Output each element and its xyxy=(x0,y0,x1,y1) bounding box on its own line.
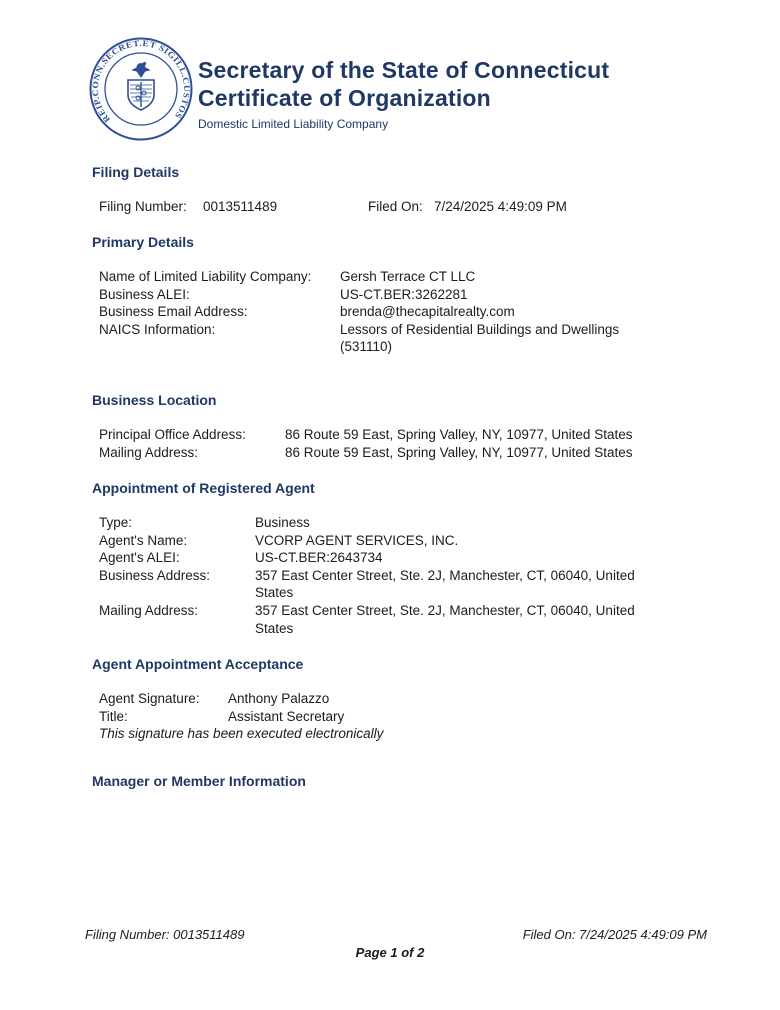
filed-on-value: 7/24/2025 4:49:09 PM xyxy=(434,199,567,214)
registered-agent-rows xyxy=(99,514,698,637)
electronic-signature-note-text: This signature has been executed electronically xyxy=(99,726,384,742)
field-value: Assistant Secretary xyxy=(228,708,345,724)
field-row-naics xyxy=(99,321,698,356)
field-row-agent-business-address xyxy=(99,567,698,602)
field-value: Business xyxy=(255,515,310,530)
field-row-mailing-address xyxy=(99,444,698,462)
field-value: 86 Route 59 East, Spring Valley, NY, 10977, United States xyxy=(285,427,633,442)
electronic-signature-note xyxy=(99,725,698,743)
section-primary-details xyxy=(92,233,698,356)
filing-details-row xyxy=(99,198,698,216)
field-row-agent-signature xyxy=(99,690,698,708)
document-header xyxy=(88,36,609,142)
field-row-llc-name xyxy=(99,268,698,286)
field-label: Principal Office Address: xyxy=(99,427,246,442)
primary-details-rows xyxy=(99,268,698,356)
seal-eagle-icon xyxy=(132,62,151,78)
field-label: Business Email Address: xyxy=(99,304,248,320)
section-registered-agent xyxy=(92,479,698,637)
field-value: US-CT.BER:3262281 xyxy=(340,286,468,302)
connecticut-state-seal-icon xyxy=(88,36,194,142)
document-subtitle: Domestic Limited Liability Company xyxy=(198,117,389,131)
field-row-agent-name xyxy=(99,532,698,550)
seal-shield-icon xyxy=(128,80,154,110)
section-manager-member xyxy=(92,772,698,790)
manager-member-heading: Manager or Member Information xyxy=(92,773,306,789)
field-label: Mailing Address: xyxy=(99,602,199,618)
field-label: NAICS Information: xyxy=(99,321,216,337)
footer-page-indicator: Page 1 of 2 xyxy=(355,945,425,960)
field-label: Name of Limited Liability Company: xyxy=(99,269,312,284)
field-row-agent-mailing-address xyxy=(99,602,698,637)
footer-filing-number: Filing Number: 0013511489 xyxy=(85,927,245,942)
field-row-business-email xyxy=(99,303,698,321)
section-filing-details xyxy=(92,163,698,216)
field-value: US-CT.BER:2643734 xyxy=(255,550,383,566)
field-label: Agent's ALEI: xyxy=(99,550,180,566)
field-value: Lessors of Residential Buildings and Dwellings (531110) xyxy=(340,321,620,355)
filing-details-heading: Filing Details xyxy=(92,164,180,180)
agent-acceptance-rows xyxy=(99,690,698,743)
document-title-line2: Certificate of Organization xyxy=(198,85,491,111)
field-row-principal-office xyxy=(99,426,698,444)
field-row-agent-title xyxy=(99,708,698,726)
business-location-rows xyxy=(99,426,698,461)
field-row-business-alei xyxy=(99,286,698,304)
field-label: Business Address: xyxy=(99,567,211,583)
field-label: Agent's Name: xyxy=(99,532,188,548)
field-label: Mailing Address: xyxy=(99,444,199,460)
field-label: Type: xyxy=(99,515,133,530)
filing-number-label: Filing Number: xyxy=(99,199,187,214)
primary-details-heading: Primary Details xyxy=(92,234,194,250)
document-title-line1: Secretary of the State of Connecticut xyxy=(198,57,610,83)
header-title-block xyxy=(198,56,609,142)
business-location-heading: Business Location xyxy=(92,392,217,408)
footer-filed-on: Filed On: 7/24/2025 4:49:09 PM xyxy=(522,927,707,942)
field-value: brenda@thecapitalrealty.com xyxy=(340,304,515,320)
field-row-agent-alei xyxy=(99,549,698,567)
field-value: VCORP AGENT SERVICES, INC. xyxy=(255,532,459,548)
filed-on-label: Filed On: xyxy=(368,199,423,214)
field-row-agent-type xyxy=(99,514,698,532)
field-value: Gersh Terrace CT LLC xyxy=(340,269,476,284)
seal-ring-text: REIP.CONN.SECRET.ET SIGILL.CUSTOS xyxy=(89,37,193,125)
field-value: 357 East Center Street, Ste. 2J, Manchester, CT, 06040, United States xyxy=(255,567,635,601)
field-label: Business ALEI: xyxy=(99,286,190,302)
section-agent-acceptance xyxy=(92,655,698,743)
field-value: 357 East Center Street, Ste. 2J, Manchester, CT, 06040, United States xyxy=(255,602,635,636)
section-business-location xyxy=(92,391,698,461)
filing-number-value: 0013511489 xyxy=(203,199,278,214)
registered-agent-heading: Appointment of Registered Agent xyxy=(92,480,315,496)
field-value: Anthony Palazzo xyxy=(228,691,330,706)
agent-acceptance-heading: Agent Appointment Acceptance xyxy=(92,656,304,672)
field-label: Agent Signature: xyxy=(99,691,200,706)
field-label: Title: xyxy=(99,708,128,724)
field-value: 86 Route 59 East, Spring Valley, NY, 10977, United States xyxy=(285,444,633,460)
